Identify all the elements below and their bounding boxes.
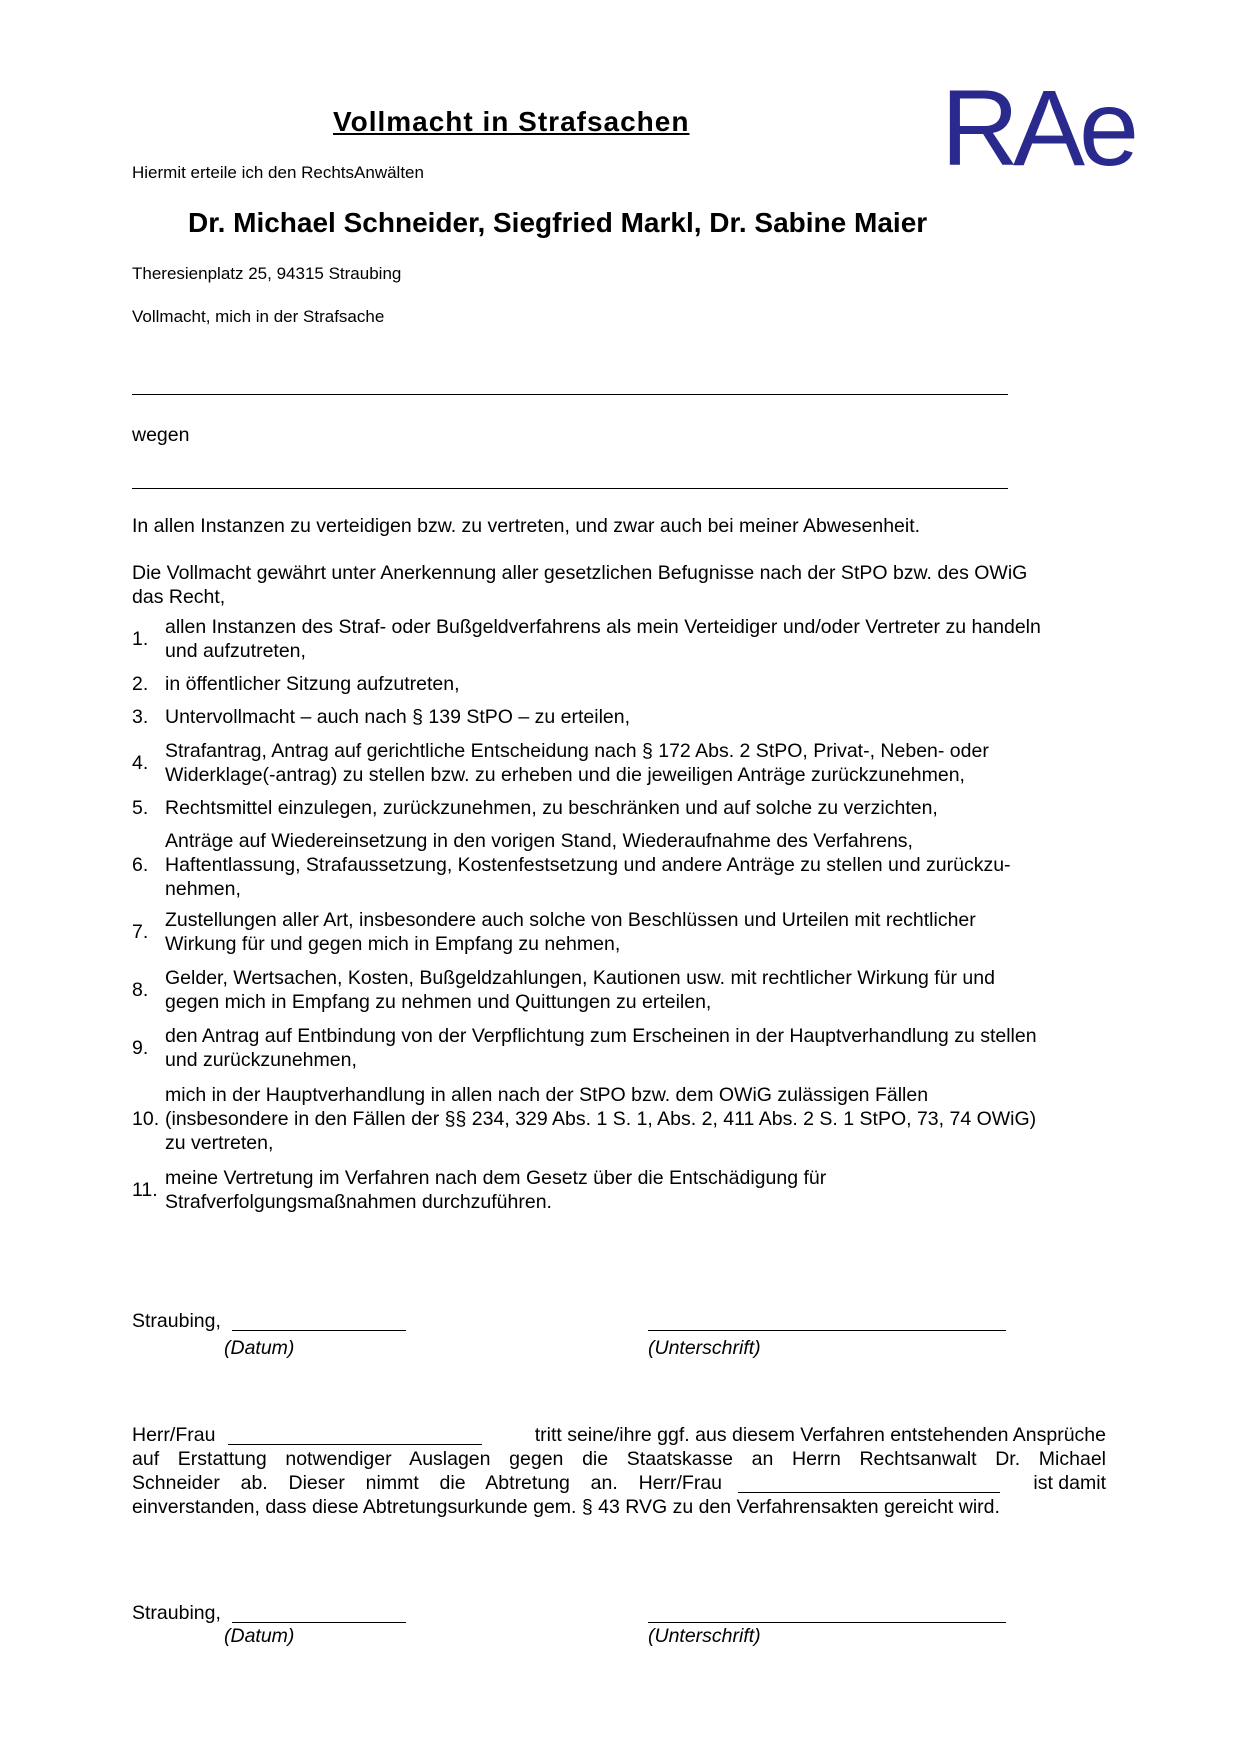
list-item-text: und aufzutreten, bbox=[165, 640, 306, 662]
list-item-number: 9. bbox=[132, 1037, 149, 1059]
list-item-number: 11. bbox=[132, 1179, 158, 1201]
sig2-date-line[interactable] bbox=[232, 1622, 406, 1623]
sig1-place: Straubing, bbox=[132, 1310, 221, 1332]
list-item-text: Untervollmacht – auch nach § 139 StPO – zu erteilen, bbox=[165, 706, 631, 728]
list-item-text: (insbesondere in den Fällen der §§ 234, 329 Abs. 1 S. 1, Abs. 2, 411 Abs. 2 S. 1 StPO, 73, 74 OWiG) bbox=[165, 1108, 1037, 1130]
list-item-text: in öffentlicher Sitzung aufzutreten, bbox=[165, 673, 460, 695]
sig1-date-line[interactable] bbox=[232, 1330, 406, 1331]
sig2-date-caption: (Datum) bbox=[224, 1625, 295, 1647]
list-item-number: 10. bbox=[132, 1108, 160, 1130]
list-item-number: 5. bbox=[132, 797, 149, 819]
list-item-text: zu vertreten, bbox=[165, 1132, 274, 1154]
sig2-sign-caption: (Unterschrift) bbox=[648, 1625, 761, 1647]
list-item-text: allen Instanzen des Straf- oder Bußgeldverfahrens als mein Verteidiger und/oder Vertreter zu handeln bbox=[165, 616, 1041, 638]
list-item-text: Zustellungen aller Art, insbesondere auch solche von Beschlüssen und Urteilen mit rechtlicher bbox=[165, 909, 976, 931]
sig1-signature-line[interactable] bbox=[648, 1330, 1006, 1331]
lawyer-names: Dr. Michael Schneider, Siegfried Markl, Dr. Sabine Maier bbox=[188, 207, 928, 238]
sig2-place: Straubing, bbox=[132, 1602, 221, 1624]
intro-text: Hiermit erteile ich den RechtsAnwälten bbox=[132, 163, 424, 182]
sig1-sign-caption: (Unterschrift) bbox=[648, 1337, 761, 1359]
list-item-text: Strafantrag, Antrag auf gerichtliche Entscheidung nach § 172 Abs. 2 StPO, Privat-, Neben- oder bbox=[165, 740, 989, 762]
cession-name-line-2[interactable] bbox=[738, 1492, 1000, 1493]
document-title: Vollmacht in Strafsachen bbox=[333, 106, 690, 137]
grant-text-line2: das Recht, bbox=[132, 586, 226, 608]
list-item-text: Rechtsmittel einzulegen, zurückzunehmen, zu beschränken und auf solche zu verzichten, bbox=[165, 797, 938, 819]
grant-text-line1: Die Vollmacht gewährt unter Anerkennung aller gesetzlichen Befugnisse nach der StPO bzw. des OWiG bbox=[132, 562, 1028, 584]
list-item-number: 8. bbox=[132, 979, 149, 1001]
case-blank-line[interactable] bbox=[132, 394, 1008, 395]
list-item-text: nehmen, bbox=[165, 878, 241, 900]
cession-l3a: Schneider ab. Dieser nimmt die Abtretung an. Herr/Frau bbox=[132, 1472, 722, 1494]
list-item-number: 6. bbox=[132, 854, 149, 876]
sig2-signature-line[interactable] bbox=[648, 1622, 1006, 1623]
list-item-text: meine Vertretung im Verfahren nach dem Gesetz über die Entschädigung für bbox=[165, 1167, 827, 1189]
firm-address: Theresienplatz 25, 94315 Straubing bbox=[132, 264, 402, 283]
list-item-text: gegen mich in Empfang zu nehmen und Quittungen zu erteilen, bbox=[165, 991, 712, 1013]
law-firm-logo: RAe bbox=[941, 67, 1134, 188]
list-item-number: 7. bbox=[132, 921, 149, 943]
list-item-number: 3. bbox=[132, 706, 149, 728]
cession-l1a: Herr/Frau bbox=[132, 1424, 216, 1446]
list-item-text: Haftentlassung, Strafaussetzung, Kostenfestsetzung und andere Anträge zu stellen und zurückzu- bbox=[165, 854, 1011, 876]
list-item-text: und zurückzunehmen, bbox=[165, 1049, 357, 1071]
list-item-text: den Antrag auf Entbindung von der Verpflichtung zum Erscheinen in der Hauptverhandlung zu stellen bbox=[165, 1025, 1037, 1047]
reason-blank-line[interactable] bbox=[132, 488, 1008, 489]
list-item-text: mich in der Hauptverhandlung in allen nach der StPO bzw. dem OWiG zulässigen Fällen bbox=[165, 1084, 929, 1106]
list-item-text: Gelder, Wertsachen, Kosten, Bußgeldzahlungen, Kautionen usw. mit rechtlicher Wirkung für und bbox=[165, 967, 995, 989]
list-item-text: Anträge auf Wiedereinsetzung in den vorigen Stand, Wiederaufnahme des Verfahrens, bbox=[165, 830, 913, 852]
vollmacht-line: Vollmacht, mich in der Strafsache bbox=[132, 307, 385, 326]
list-item-number: 4. bbox=[132, 752, 149, 774]
list-item-text: Strafverfolgungsmaßnahmen durchzuführen. bbox=[165, 1191, 552, 1213]
cession-name-line-1[interactable] bbox=[228, 1444, 482, 1445]
cession-l4: einverstanden, dass diese Abtretungsurkunde gem. § 43 RVG zu den Verfahrensakten gereicht wird. bbox=[132, 1496, 1000, 1518]
cession-l1b: tritt seine/ihre ggf. aus diesem Verfahren entstehenden Ansprüche bbox=[534, 1424, 1106, 1446]
list-item-text: Wirkung für und gegen mich in Empfang zu nehmen, bbox=[165, 933, 621, 955]
cession-l2: auf Erstattung notwendiger Auslagen gegen die Staatskasse an Herrn Rechtsanwalt Dr. Michael bbox=[132, 1448, 1106, 1470]
wegen-label: wegen bbox=[132, 424, 190, 446]
list-item-text: Widerklage(-antrag) zu stellen bzw. zu erheben und die jeweiligen Anträge zurückzunehmen, bbox=[165, 764, 965, 786]
list-item-number: 1. bbox=[132, 628, 149, 650]
sig1-date-caption: (Datum) bbox=[224, 1337, 295, 1359]
instances-text: In allen Instanzen zu verteidigen bzw. zu vertreten, und zwar auch bei meiner Abwesenheit. bbox=[132, 515, 921, 537]
cession-l3b: ist damit bbox=[1033, 1472, 1106, 1494]
list-item-number: 2. bbox=[132, 673, 149, 695]
